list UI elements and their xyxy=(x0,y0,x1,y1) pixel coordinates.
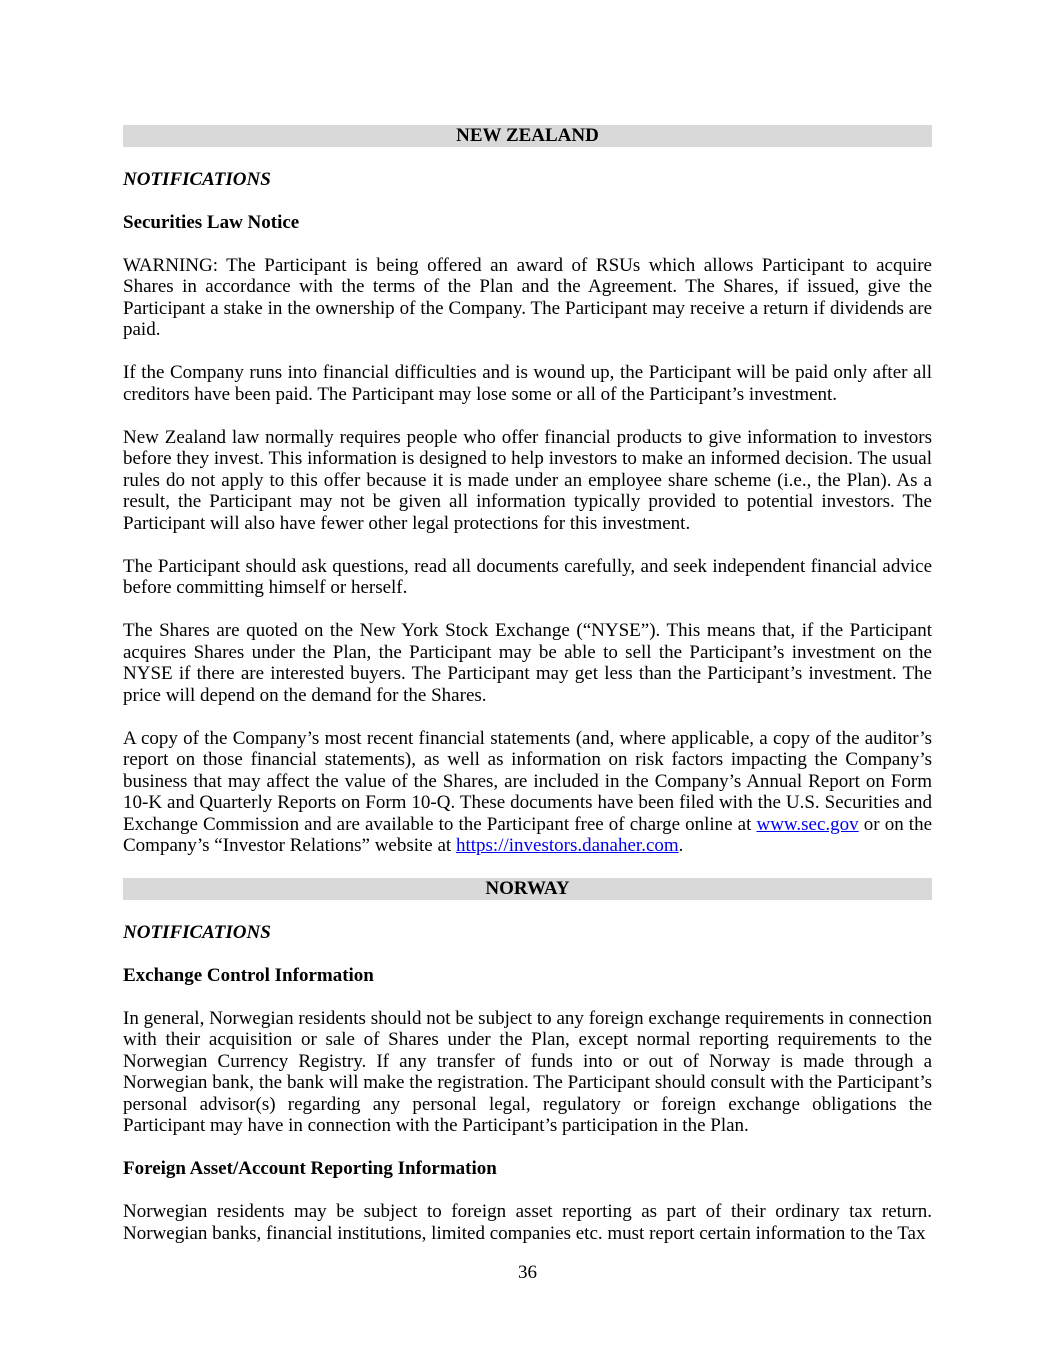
paragraph-company-financials xyxy=(123,728,932,857)
paragraph-shares-quoted: The Shares are quoted on the New York Stock Exchange (“NYSE”). This means that, if the Participant acquires Shares under the Plan, the Participant may be able to sell the Participant’s investment on the NYSE if there are interested buyers. The Participant may get less than the Participant’s investment. The price will depend on the demand for the Shares. xyxy=(123,620,932,706)
securities-law-notice-heading: Securities Law Notice xyxy=(123,211,300,233)
page-number: 36 xyxy=(518,1262,537,1283)
paragraph-nz-law: New Zealand law normally requires people who offer financial products to give information to investors before they invest. This information is designed to help investors to make an informed decision. The usual rules do not apply to this offer because it is made under an employee share scheme (i.e., the Plan). As a result, the Participant may not be given all information typically provided to potential investors. The Participant will also have fewer other legal protections for this investment. xyxy=(123,426,932,534)
section-header-new-zealand-label: NEW ZEALAND xyxy=(456,125,599,146)
notifications-heading-norway: NOTIFICATIONS xyxy=(123,921,271,943)
page-content xyxy=(123,125,932,1266)
paragraph-foreign-asset-reporting: Norwegian residents may be subject to foreign asset reporting as part of their ordinary tax return. Norwegian banks, financial institutions, limited companies etc. must report certain information to the Tax xyxy=(123,1201,932,1244)
exchange-control-information-heading: Exchange Control Information xyxy=(123,964,374,986)
paragraph-warning: WARNING: The Participant is being offered an award of RSUs which allows Participant to acquire Shares in accordance with the terms of the Plan and the Agreement. The Shares, if issued, give the Participant a stake in the ownership of the Company. The Participant may receive a return if dividends are paid. xyxy=(123,254,932,340)
section-header-norway xyxy=(123,878,932,900)
paragraph-company-financials-text-mid: or on the Company’s “Investor Relations” website at xyxy=(123,813,932,856)
section-header-norway-label: NORWAY xyxy=(485,878,570,899)
paragraph-ask-questions: The Participant should ask questions, read all documents carefully, and seek independent financial advice before committing himself or herself. xyxy=(123,555,932,598)
section-header-new-zealand xyxy=(123,125,932,147)
sec-gov-link[interactable]: www.sec.gov xyxy=(756,813,859,835)
paragraph-company-financials-text-pre: A copy of the Company’s most recent financial statements (and, where applicable, a copy of the auditor’s report on those financial statements), as well as information on risk factors impacting the Company’s business that may affect the value of the Shares, are included in the Company’s Annual Report on Form 10-K and Quarterly Reports on Form 10-Q. These documents have been filed with the U.S. Securities and Exchange Commission and are available to the Participant free of charge online at xyxy=(123,727,932,835)
investors-danaher-link[interactable]: https://investors.danaher.com xyxy=(455,835,679,856)
paragraph-exchange-control: In general, Norwegian residents should not be subject to any foreign exchange requirements in connection with their acquisition or sale of Shares under the Plan, except normal reporting requirements to the Norwegian Currency Registry. If any transfer of funds into or out of Norway is made through a Norwegian bank, the bank will make the registration. The Participant should consult with the Participant’s personal advisor(s) regarding any personal legal, regulatory or foreign exchange obligations the Participant may have in connection with the Participant’s participation in the Plan. xyxy=(123,1007,932,1136)
foreign-asset-reporting-heading: Foreign Asset/Account Reporting Information xyxy=(123,1158,497,1179)
paragraph-wound-up: If the Company runs into financial difficulties and is wound up, the Participant will be paid only after all creditors have been paid. The Participant may lose some or all of the Participant’s investment. xyxy=(123,362,932,405)
notifications-heading-nz: NOTIFICATIONS xyxy=(123,168,271,190)
paragraph-company-financials-text-post: . xyxy=(678,835,684,856)
